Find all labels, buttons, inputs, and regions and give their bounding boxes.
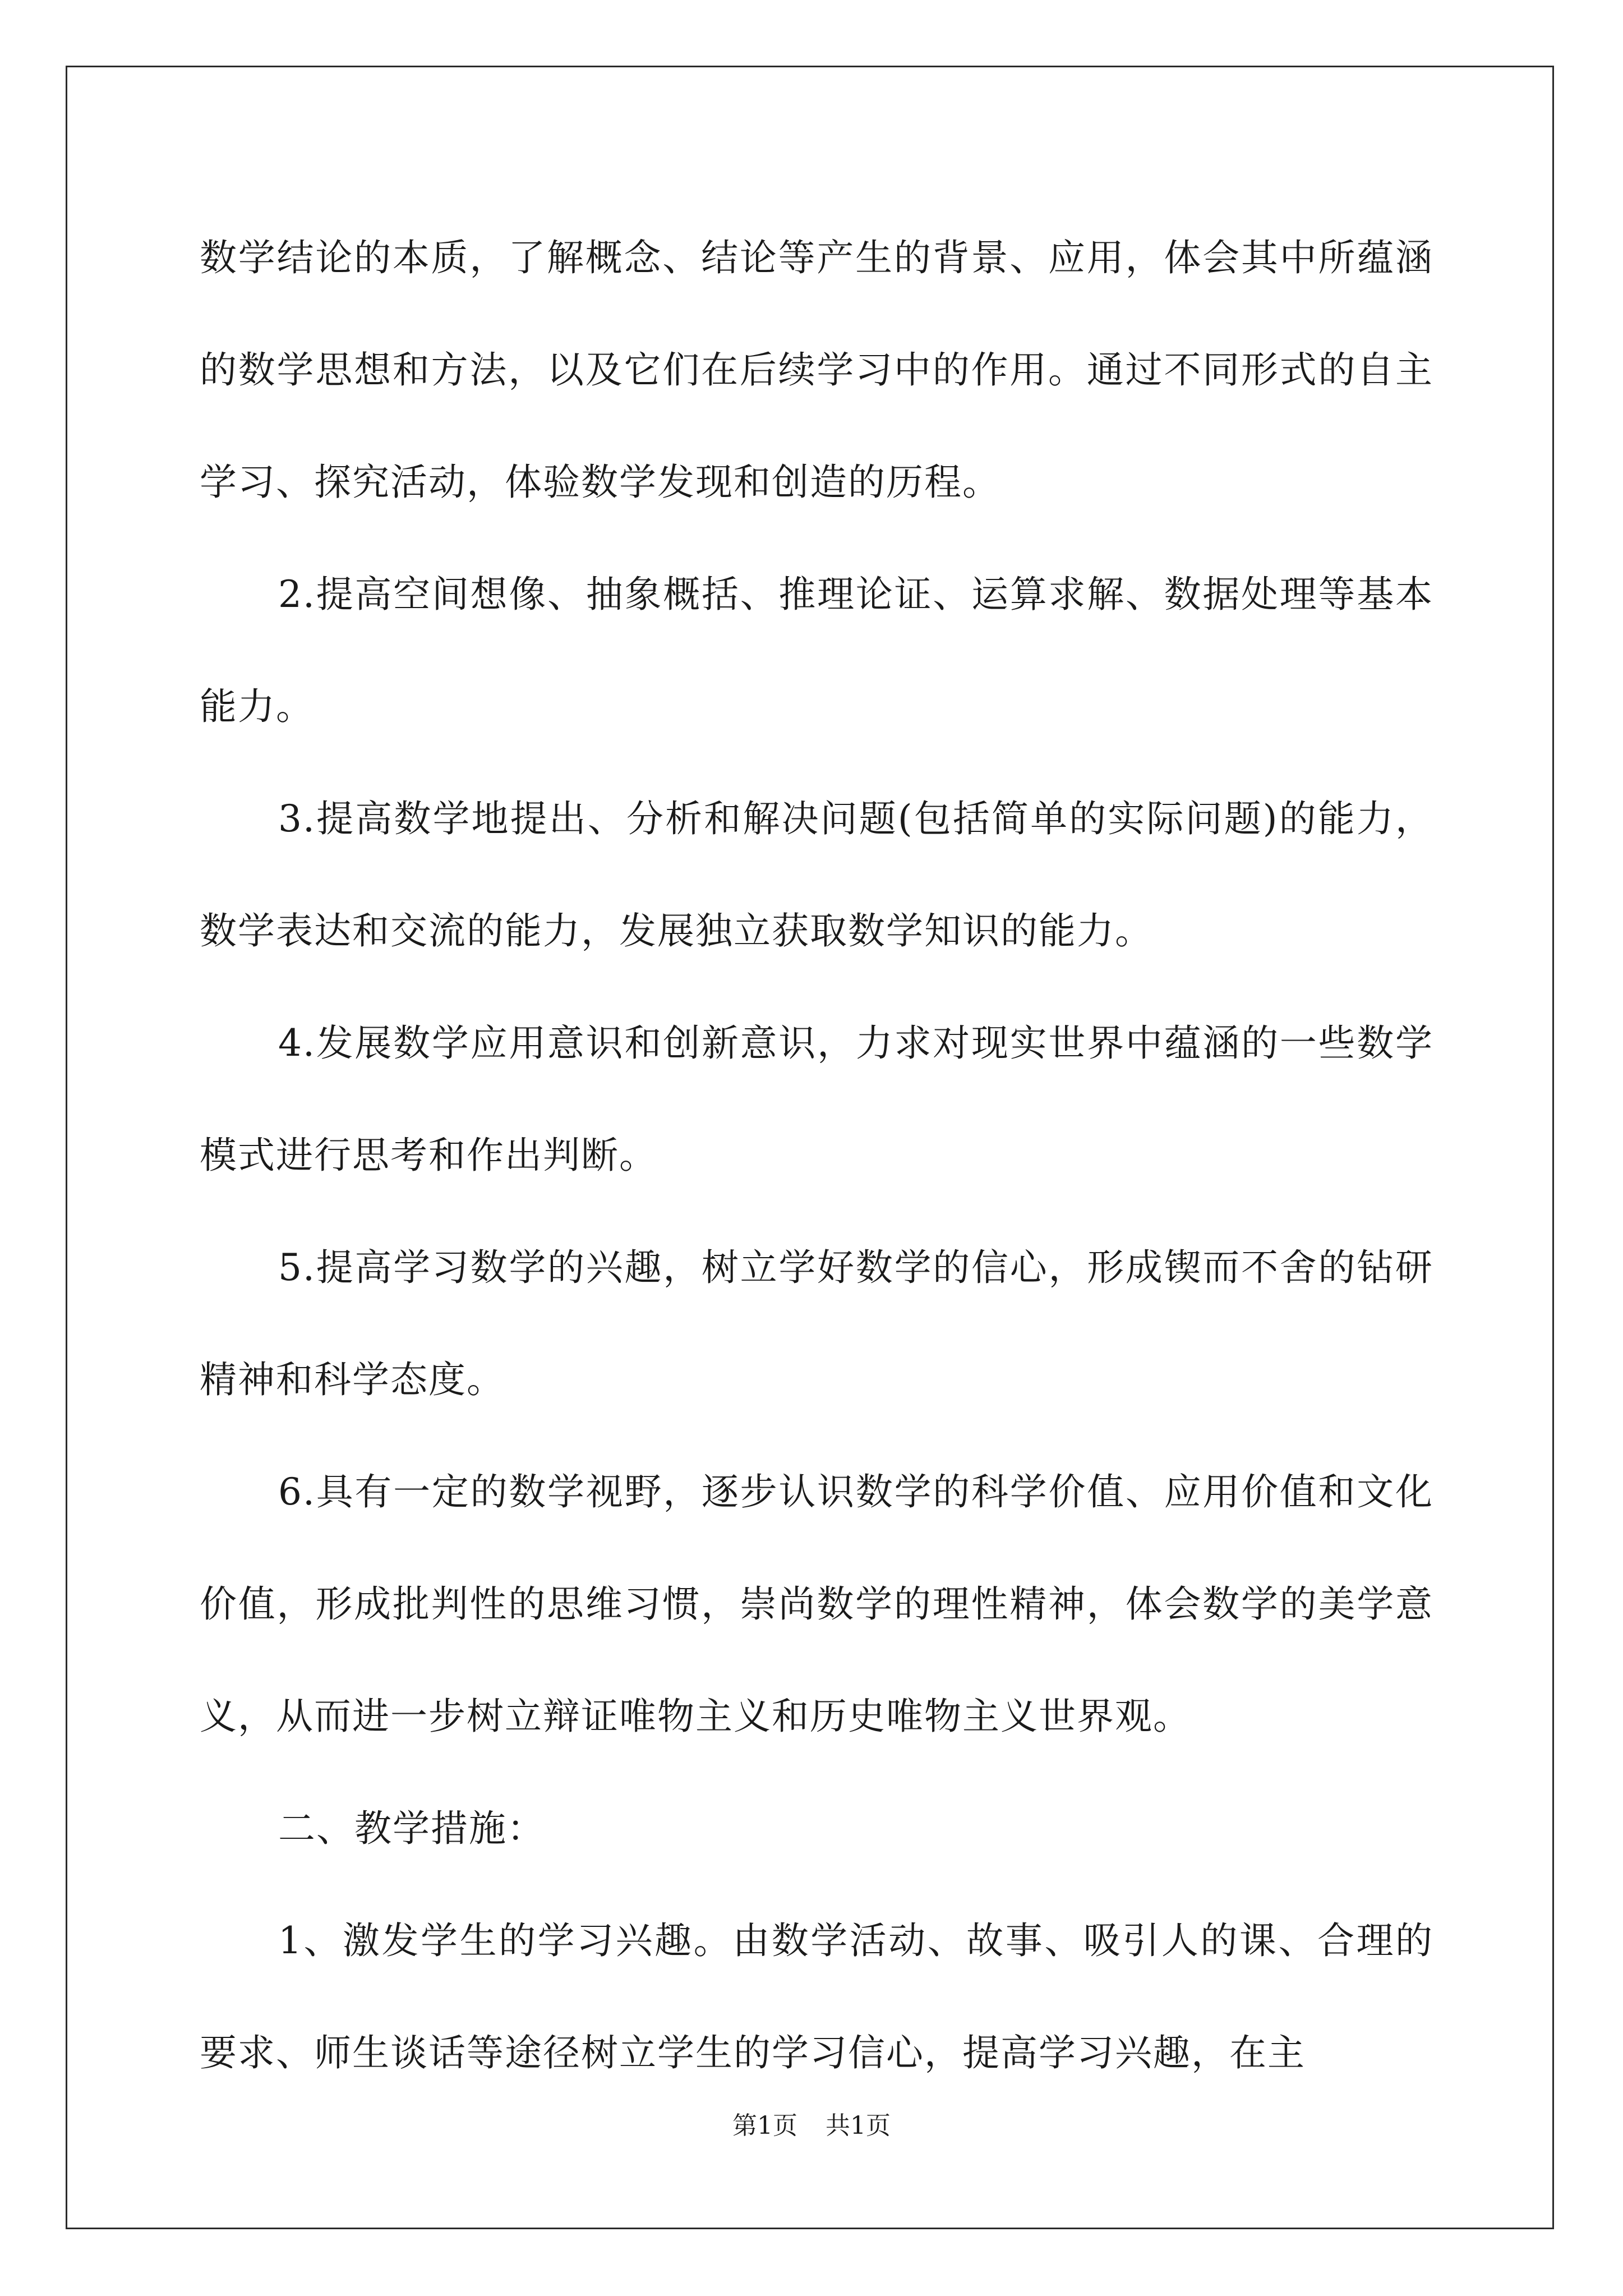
page-number: 第1页 bbox=[732, 2111, 797, 2140]
paragraph-item-3: 3.提高数学地提出、分析和解决问题(包括简单的实际问题)的能力，数学表达和交流的能力，发展独立获取数学知识的能力。 bbox=[200, 797, 1433, 953]
paragraph-item-4: 4.发展数学应用意识和创新意识，力求对现实世界中蕴涵的一些数学模式进行思考和作出判断。 bbox=[200, 1022, 1433, 1177]
paragraph-item-5: 5.提高学习数学的兴趣，树立学好数学的信心，形成锲而不舍的钻研精神和科学态度。 bbox=[200, 1246, 1433, 1401]
paragraph-item-6: 6.具有一定的数学视野，逐步认识数学的科学价值、应用价值和文化价值，形成批判性的思维习惯，崇尚数学的理性精神，体会数学的美学意义，从而进一步树立辩证唯物主义和历史唯物主义世界观。 bbox=[200, 1470, 1433, 1738]
page-footer bbox=[0, 2109, 1623, 2143]
section-heading-teaching-measures: 二、教学措施： bbox=[278, 1807, 545, 1850]
paragraph-measure-1: 1、激发学生的学习兴趣。由数学活动、故事、吸引人的课、合理的要求、师生谈话等途径树立学生的学习信心，提高学习兴趣，在主 bbox=[200, 1919, 1433, 2074]
page-total: 共1页 bbox=[826, 2111, 891, 2140]
paragraph-item-2: 2.提高空间想像、抽象概括、推理论证、运算求解、数据处理等基本能力。 bbox=[200, 573, 1433, 728]
document-body bbox=[200, 202, 1433, 2109]
paragraph-continuation: 数学结论的本质，了解概念、结论等产生的背景、应用，体会其中所蕴涵的数学思想和方法，以及它们在后续学习中的作用。通过不同形式的自主学习、探究活动，体验数学发现和创造的历程。 bbox=[200, 236, 1433, 504]
